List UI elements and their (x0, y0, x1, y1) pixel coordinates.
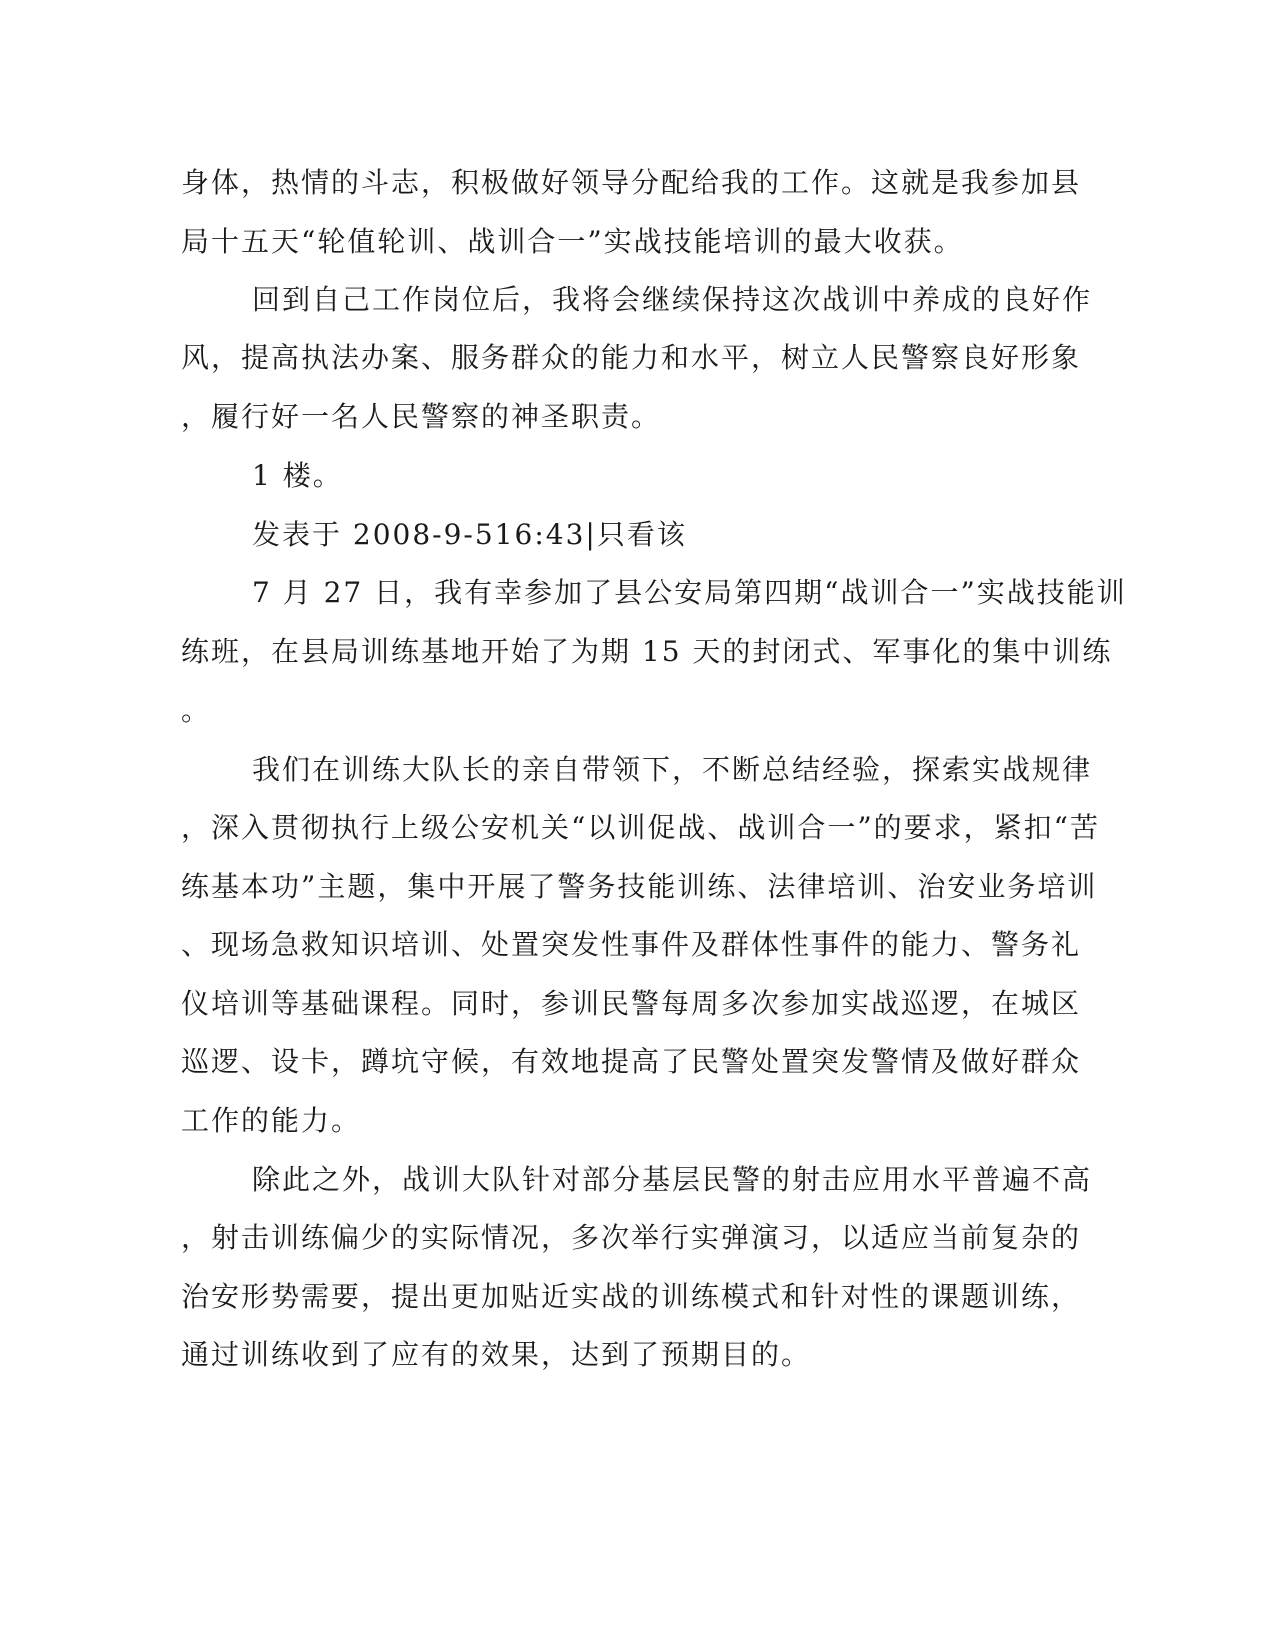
text-line: 通过训练收到了应有的效果，达到了预期目的。 (181, 1338, 812, 1371)
text-line: 风，提高执法办案、服务群众的能力和水平，树立人民警察良好形象 (181, 341, 1082, 374)
text-line: 巡逻、设卡，蹲坑守候，有效地提高了民警处置突发警情及做好群众 (181, 1045, 1082, 1078)
text-line: 回到自己工作岗位后，我将会继续保持这次战训中养成的良好作 (252, 283, 1093, 316)
text-line: ，履行好一名人民警察的神圣职责。 (181, 400, 662, 433)
text-line: 身体，热情的斗志，积极做好领导分配给我的工作。这就是我参加县 (181, 166, 1082, 199)
text-line: 仪培训等基础课程。同时，参训民警每周多次参加实战巡逻，在城区 (181, 987, 1082, 1020)
text-line: 除此之外，战训大队针对部分基层民警的射击应用水平普遍不高 (252, 1163, 1093, 1196)
text-line: 练班，在县局训练基地开始了为期 15 天的封闭式、军事化的集中训练 (181, 635, 1113, 668)
text-line: ，深入贯彻执行上级公安机关“以训促战、战训合一”的要求，紧扣“苦 (181, 811, 1100, 844)
text-line: 、现场急救知识培训、处置突发性事件及群体性事件的能力、警务礼 (181, 928, 1082, 961)
text-line: 。 (181, 694, 212, 727)
text-line: 1 楼。 (252, 459, 343, 492)
text-line: 局十五天“轮值轮训、战训合一”实战技能培训的最大收获。 (181, 225, 964, 258)
text-line: 治安形势需要，提出更加贴近实战的训练模式和针对性的课题训练， (181, 1280, 1082, 1313)
text-line: 发表于 2008-9-516:43|只看该 (252, 518, 687, 551)
text-line: ，射击训练偏少的实际情况，多次举行实弹演习，以适应当前复杂的 (181, 1221, 1082, 1254)
text-line: 7 月 27 日，我有幸参加了县公安局第四期“战训合一”实战技能训 (252, 576, 1127, 609)
text-line: 练基本功”主题，集中开展了警务技能训练、法律培训、治安业务培训 (181, 870, 1098, 903)
text-line: 我们在训练大队长的亲自带领下，不断总结经验，探索实战规律 (252, 753, 1093, 786)
text-line: 工作的能力。 (181, 1104, 362, 1137)
